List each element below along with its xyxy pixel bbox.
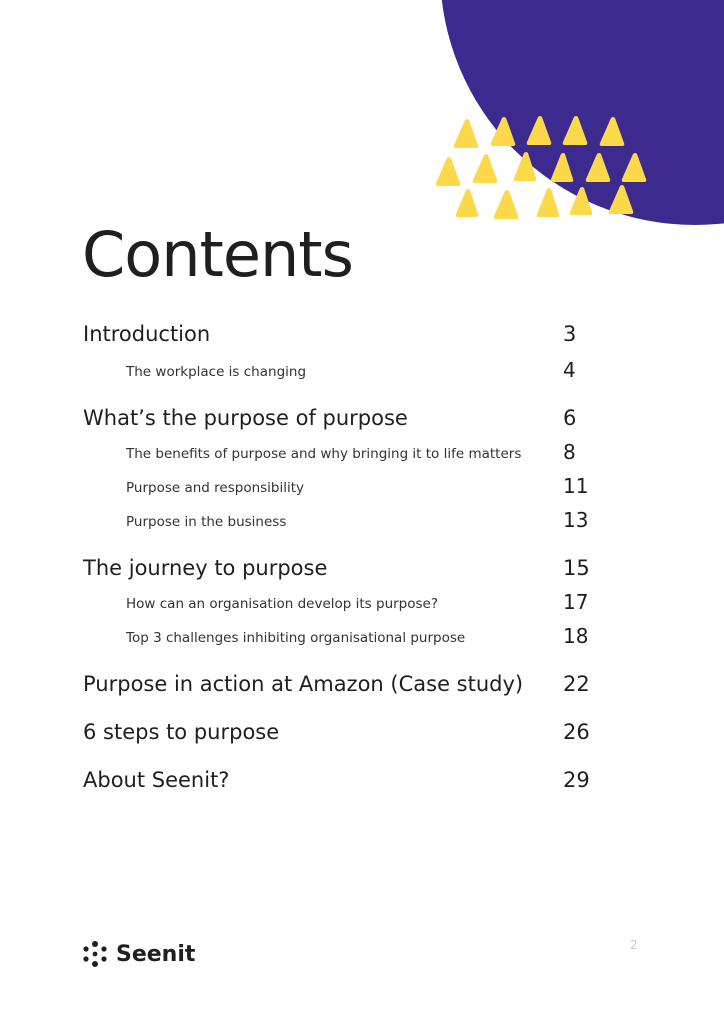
toc-entry-amazon-case-study[interactable]	[0, 667, 724, 701]
toc-subentry-label: Purpose in the business	[126, 514, 287, 530]
toc-entry-label: Purpose in action at Amazon (Case study)	[83, 672, 524, 696]
toc-entry-six-steps[interactable]	[0, 715, 724, 749]
toc-subentry-develop-purpose[interactable]	[0, 587, 724, 621]
toc-entry-introduction[interactable]	[0, 317, 724, 351]
toc-subentry-label: Top 3 challenges inhibiting organisational purpose	[126, 630, 466, 646]
toc-entry-page: 26	[563, 720, 590, 744]
page-number: 2	[630, 938, 638, 952]
toc-subentry-label: How can an organisation develop its purpose?	[126, 596, 439, 612]
toc-subentry-label: The benefits of purpose and why bringing it to life matters	[126, 446, 522, 462]
toc-entry-label: The journey to purpose	[83, 556, 328, 580]
toc-subentry-page: 18	[563, 624, 589, 648]
toc-entry-page: 15	[563, 556, 590, 580]
toc-subentry-workplace-changing[interactable]	[0, 355, 724, 389]
toc-entry-about-seenit[interactable]	[0, 763, 724, 797]
toc-subentry-benefits[interactable]	[0, 437, 724, 471]
toc-subentry-page: 11	[563, 474, 589, 498]
toc-entry-page: 6	[563, 406, 577, 430]
toc-entry-page: 22	[563, 672, 590, 696]
toc-entry-label: About Seenit?	[83, 768, 230, 792]
toc-entry-label: 6 steps to purpose	[83, 720, 280, 744]
toc-subentry-label: The workplace is changing	[126, 364, 307, 380]
toc-subentry-responsibility[interactable]	[0, 471, 724, 505]
logo-wordmark: Seenit	[116, 942, 196, 967]
toc-entry-page: 3	[563, 322, 577, 346]
toc-entry-purpose-of-purpose[interactable]	[0, 401, 724, 435]
toc-subentry-page: 13	[563, 508, 589, 532]
seenit-logo-icon	[82, 941, 108, 967]
toc-subentry-label: Purpose and responsibility	[126, 480, 305, 496]
toc-subentry-page: 4	[563, 358, 576, 382]
toc-entry-label: Introduction	[83, 322, 211, 346]
toc-subentry-page: 17	[563, 590, 589, 614]
toc-entry-label: What’s the purpose of purpose	[83, 406, 408, 430]
toc-entry-page: 29	[563, 768, 590, 792]
toc-subentry-top-challenges[interactable]	[0, 621, 724, 655]
toc-entry-journey-to-purpose[interactable]	[0, 551, 724, 585]
page-title: Contents	[82, 218, 353, 291]
toc-subentry-purpose-in-business[interactable]	[0, 505, 724, 539]
toc-subentry-page: 8	[563, 440, 576, 464]
